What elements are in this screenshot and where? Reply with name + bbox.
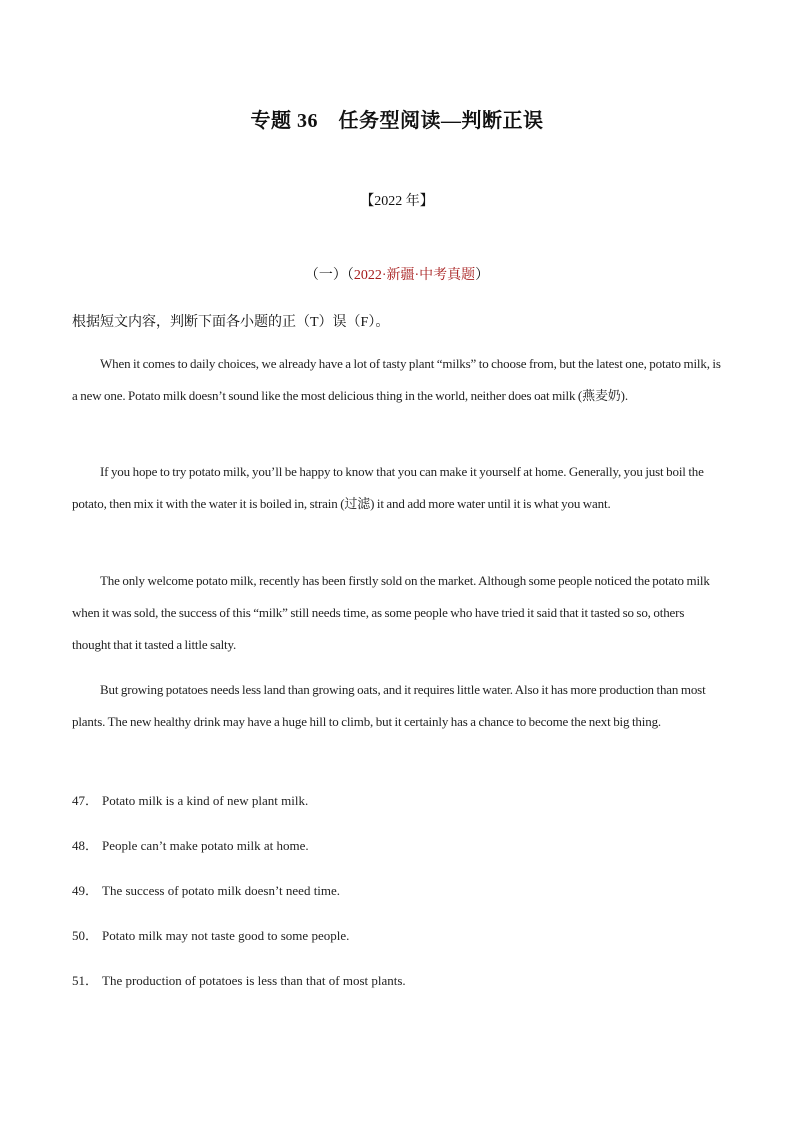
- section-heading: [0, 264, 794, 284]
- paragraph-text: The only welcome potato milk, recently has been firstly sold on the market. Although some people noticed the potato milk when it was sold, the success of this “milk” still needs time, as some people who have tried it said that it tasted so so, others thought that it tasted a little salty.: [72, 573, 710, 652]
- question-text: Potato milk is a kind of new plant milk.: [102, 793, 309, 808]
- question-49: [72, 880, 340, 899]
- question-48: [72, 835, 309, 854]
- section-source: 2022·新疆·中考真题: [353, 268, 476, 283]
- question-number: 51．: [72, 973, 99, 988]
- document-title: 专题 36 任务型阅读—判断正误: [250, 110, 544, 132]
- instruction-text: 根据短文内容，判断下面各小题的正（T）误（F）。: [72, 315, 390, 330]
- question-number: 50．: [72, 928, 99, 943]
- passage-paragraph-4: [72, 674, 724, 738]
- passage-paragraph-3: [72, 565, 724, 661]
- paragraph-text: When it comes to daily choices, we already have a lot of tasty plant “milks” to choose from, but the latest one, potato milk, is a new one. Potato milk doesn’t sound like the most delicious thing in the world, neither does oat milk (燕麦奶).: [72, 356, 721, 403]
- question-text: People can’t make potato milk at home.: [102, 838, 309, 853]
- year-label: 【2022 年】: [360, 194, 434, 209]
- question-number: 49．: [72, 883, 99, 898]
- question-text: Potato milk may not taste good to some people.: [102, 928, 350, 943]
- passage-paragraph-2: [72, 456, 724, 520]
- question-text: The success of potato milk doesn’t need time.: [102, 883, 341, 898]
- question-47: [72, 790, 308, 809]
- passage-paragraph-1: [72, 348, 724, 412]
- question-50: [72, 925, 349, 944]
- section-number: （一）（: [304, 268, 354, 283]
- question-text: The production of potatoes is less than that of most plants.: [102, 973, 406, 988]
- question-51: [72, 970, 406, 989]
- section-close: ）: [475, 268, 490, 283]
- paragraph-text: If you hope to try potato milk, you’ll be happy to know that you can make it yourself at home. Generally, you just boil the potato, then mix it with the water it is boiled in, strain (过滤) it and add more water until it is what you want.: [72, 464, 704, 511]
- paragraph-text: But growing potatoes needs less land than growing oats, and it requires little water. Also it has more production than most plants. The new healthy drink may have a huge hill to climb, but it certainly has a chance to become the next big thing.: [72, 682, 706, 729]
- question-number: 47．: [72, 793, 99, 808]
- question-number: 48．: [72, 838, 99, 853]
